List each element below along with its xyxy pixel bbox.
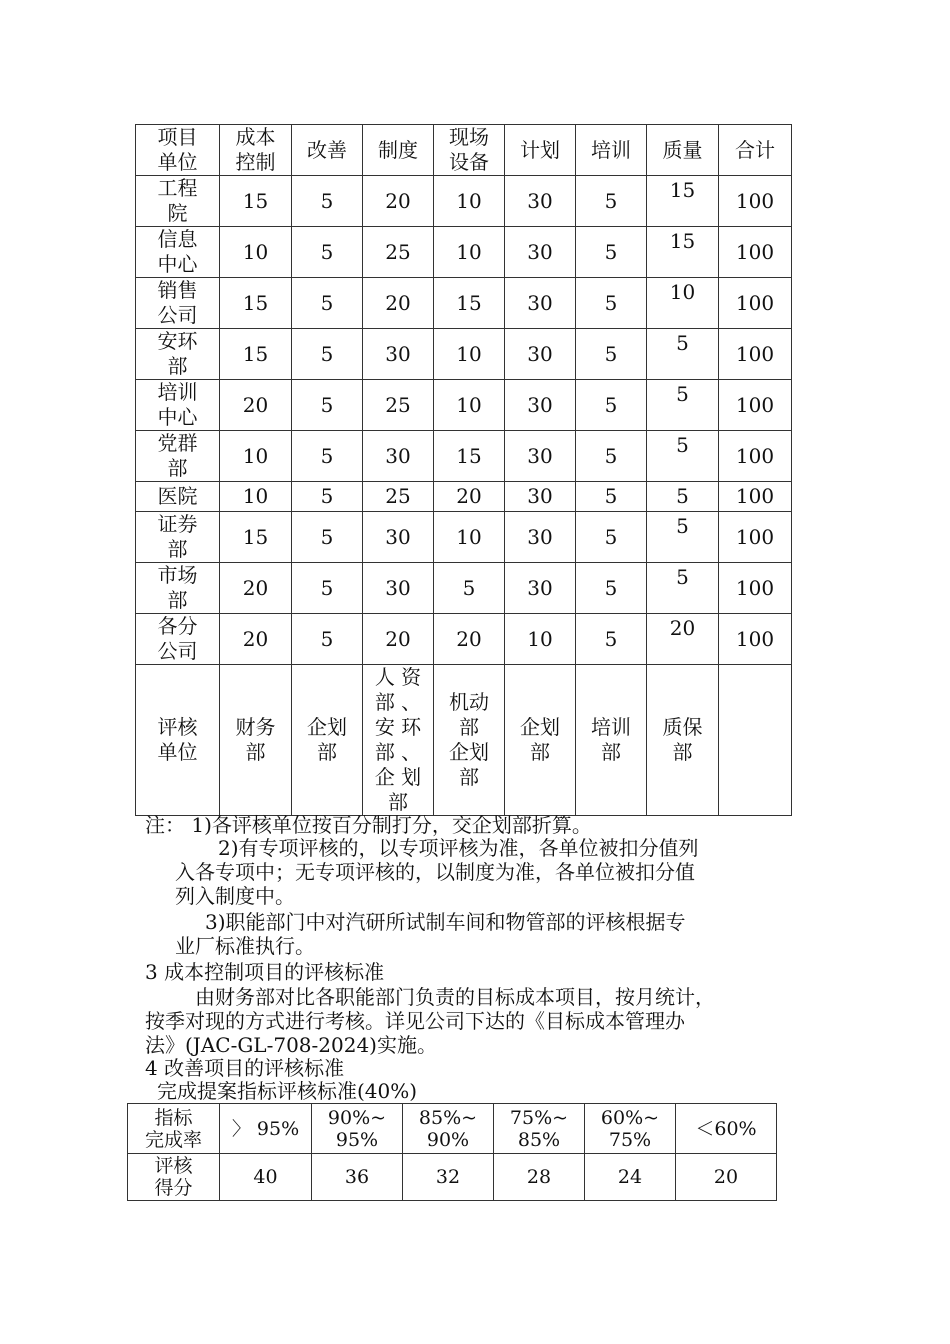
column-header: 合计 (719, 125, 792, 176)
rate-range-cell: 〉 95% (220, 1104, 312, 1154)
score-cell: 30 (505, 482, 576, 512)
score-cell: 5 (292, 563, 363, 614)
rater-cell: 人 资 部 、 安 环 部 、 企 划 部 (363, 665, 434, 816)
rater-cell (719, 665, 792, 816)
rate-label-cell: 指标 完成率 (128, 1104, 220, 1154)
unit-name-cell: 安环 部 (136, 329, 220, 380)
table-row (136, 278, 792, 329)
header-corner-cell: 项目 单位 (136, 125, 220, 176)
department-score-table (135, 124, 792, 816)
score-cell: 5 (292, 380, 363, 431)
score-cell: 10 (434, 227, 505, 278)
score-cell: 15 (434, 431, 505, 482)
table-row (136, 176, 792, 227)
score-cell: 5 (647, 431, 719, 482)
score-cell: 30 (363, 512, 434, 563)
score-cell: 5 (292, 278, 363, 329)
score-cell: 30 (363, 431, 434, 482)
score-cell: 100 (719, 563, 792, 614)
score-cell: 15 (220, 278, 292, 329)
score-cell: 5 (576, 512, 647, 563)
score-cell: 30 (505, 512, 576, 563)
unit-name-cell: 销售 公司 (136, 278, 220, 329)
score-cell: 5 (576, 614, 647, 665)
score-cell: 15 (647, 227, 719, 278)
score-value-cell: 36 (312, 1154, 403, 1201)
unit-name-cell: 证券 部 (136, 512, 220, 563)
note-2-line-1: 2)有专项评核的，以专项评核为准，各单位被扣分值列 (218, 836, 699, 860)
section-4-heading: 4 改善项目的评核标准 (145, 1056, 345, 1080)
score-cell: 5 (576, 278, 647, 329)
section-3-heading: 3 成本控制项目的评核标准 (145, 960, 385, 984)
rate-range-cell: 85%~ 90% (403, 1104, 494, 1154)
score-cell: 5 (576, 482, 647, 512)
note-1: 注： 1)各评核单位按百分制打分，交企划部折算。 (145, 813, 592, 837)
score-cell: 10 (220, 227, 292, 278)
rater-cell: 企划 部 (292, 665, 363, 816)
score-row (128, 1154, 777, 1201)
unit-name-cell: 各分 公司 (136, 614, 220, 665)
column-header: 改善 (292, 125, 363, 176)
note-3-line-1: 3)职能部门中对汽研所试制车间和物管部的评核根据专 (205, 910, 686, 934)
score-cell: 20 (434, 482, 505, 512)
score-cell: 15 (220, 329, 292, 380)
score-cell: 100 (719, 329, 792, 380)
column-header: 质量 (647, 125, 719, 176)
score-cell: 15 (220, 512, 292, 563)
score-cell: 20 (363, 614, 434, 665)
column-header: 现场 设备 (434, 125, 505, 176)
score-cell: 100 (719, 482, 792, 512)
table-row (136, 329, 792, 380)
score-value-cell: 28 (494, 1154, 585, 1201)
score-cell: 10 (220, 482, 292, 512)
score-value-cell: 20 (676, 1154, 777, 1201)
score-cell: 100 (719, 227, 792, 278)
score-cell: 5 (647, 563, 719, 614)
score-cell: 100 (719, 278, 792, 329)
score-cell: 20 (220, 614, 292, 665)
score-cell: 25 (363, 482, 434, 512)
table-row (136, 431, 792, 482)
column-header: 制度 (363, 125, 434, 176)
score-cell: 20 (647, 614, 719, 665)
score-cell: 20 (434, 614, 505, 665)
rate-range-cell: 60%~ 75% (585, 1104, 676, 1154)
score-cell: 5 (576, 227, 647, 278)
unit-name-cell: 工程 院 (136, 176, 220, 227)
score-cell: 5 (576, 380, 647, 431)
score-cell: 15 (434, 278, 505, 329)
score-cell: 15 (647, 176, 719, 227)
score-cell: 100 (719, 380, 792, 431)
rater-cell: 财务 部 (220, 665, 292, 816)
score-cell: 5 (576, 431, 647, 482)
score-cell: 5 (434, 563, 505, 614)
score-cell: 30 (505, 176, 576, 227)
score-label-cell: 评核 得分 (128, 1154, 220, 1201)
score-cell: 5 (292, 227, 363, 278)
proposal-rate-table (127, 1103, 777, 1201)
table-row (136, 482, 792, 512)
note-2-line-3: 列入制度中。 (175, 884, 295, 908)
rate-row (128, 1104, 777, 1154)
rater-cell: 企划 部 (505, 665, 576, 816)
score-cell: 5 (292, 614, 363, 665)
score-cell: 5 (647, 380, 719, 431)
score-cell: 10 (434, 512, 505, 563)
score-cell: 5 (292, 329, 363, 380)
score-cell: 30 (505, 380, 576, 431)
score-cell: 30 (363, 563, 434, 614)
score-value-cell: 32 (403, 1154, 494, 1201)
score-cell: 100 (719, 176, 792, 227)
score-cell: 5 (647, 512, 719, 563)
score-cell: 100 (719, 512, 792, 563)
score-cell: 5 (647, 329, 719, 380)
score-cell: 100 (719, 431, 792, 482)
score-cell: 20 (363, 176, 434, 227)
note-3-line-2: 业厂标准执行。 (175, 934, 315, 958)
score-cell: 30 (505, 227, 576, 278)
rate-range-cell: ＜60% (676, 1104, 777, 1154)
unit-name-cell: 党群 部 (136, 431, 220, 482)
column-header: 培训 (576, 125, 647, 176)
score-cell: 30 (505, 563, 576, 614)
rater-row (136, 665, 792, 816)
score-cell: 5 (292, 512, 363, 563)
score-cell: 10 (434, 380, 505, 431)
score-cell: 30 (505, 431, 576, 482)
rater-cell: 培训 部 (576, 665, 647, 816)
header-row (136, 125, 792, 176)
score-cell: 10 (434, 329, 505, 380)
table-row (136, 563, 792, 614)
section-3-para-line-1: 由财务部对比各职能部门负责的目标成本项目，按月统计， (195, 985, 715, 1009)
note-2-line-2: 入各专项中；无专项评核的，以制度为准，各单位被扣分值 (175, 860, 695, 884)
column-header: 成本 控制 (220, 125, 292, 176)
rater-label-cell: 评核 单位 (136, 665, 220, 816)
rate-range-cell: 75%~ 85% (494, 1104, 585, 1154)
score-cell: 10 (505, 614, 576, 665)
score-cell: 10 (647, 278, 719, 329)
unit-name-cell: 医院 (136, 482, 220, 512)
score-cell: 20 (220, 563, 292, 614)
rater-cell: 机动 部 企划 部 (434, 665, 505, 816)
column-header: 计划 (505, 125, 576, 176)
score-cell: 30 (505, 329, 576, 380)
score-cell: 25 (363, 227, 434, 278)
unit-name-cell: 信息 中心 (136, 227, 220, 278)
score-cell: 25 (363, 380, 434, 431)
table-row (136, 227, 792, 278)
score-cell: 20 (363, 278, 434, 329)
score-cell: 100 (719, 614, 792, 665)
score-cell: 5 (647, 482, 719, 512)
score-cell: 5 (292, 482, 363, 512)
score-cell: 5 (576, 563, 647, 614)
score-cell: 5 (292, 431, 363, 482)
score-cell: 30 (363, 329, 434, 380)
section-4-subheading: 完成提案指标评核标准(40%) (157, 1079, 418, 1103)
score-value-cell: 40 (220, 1154, 312, 1201)
table-row (136, 614, 792, 665)
score-value-cell: 24 (585, 1154, 676, 1201)
section-3-para-line-2: 按季对现的方式进行考核。详见公司下达的《目标成本管理办 (145, 1009, 685, 1033)
score-cell: 20 (220, 380, 292, 431)
rater-cell: 质保 部 (647, 665, 719, 816)
score-cell: 15 (220, 176, 292, 227)
table-row (136, 512, 792, 563)
unit-name-cell: 培训 中心 (136, 380, 220, 431)
section-3-para-line-3: 法》(JAC-GL-708-2024)实施。 (145, 1033, 437, 1057)
score-cell: 10 (220, 431, 292, 482)
score-cell: 5 (576, 176, 647, 227)
score-cell: 5 (576, 329, 647, 380)
table-row (136, 380, 792, 431)
score-cell: 5 (292, 176, 363, 227)
unit-name-cell: 市场 部 (136, 563, 220, 614)
score-cell: 30 (505, 278, 576, 329)
score-cell: 10 (434, 176, 505, 227)
rate-range-cell: 90%~ 95% (312, 1104, 403, 1154)
